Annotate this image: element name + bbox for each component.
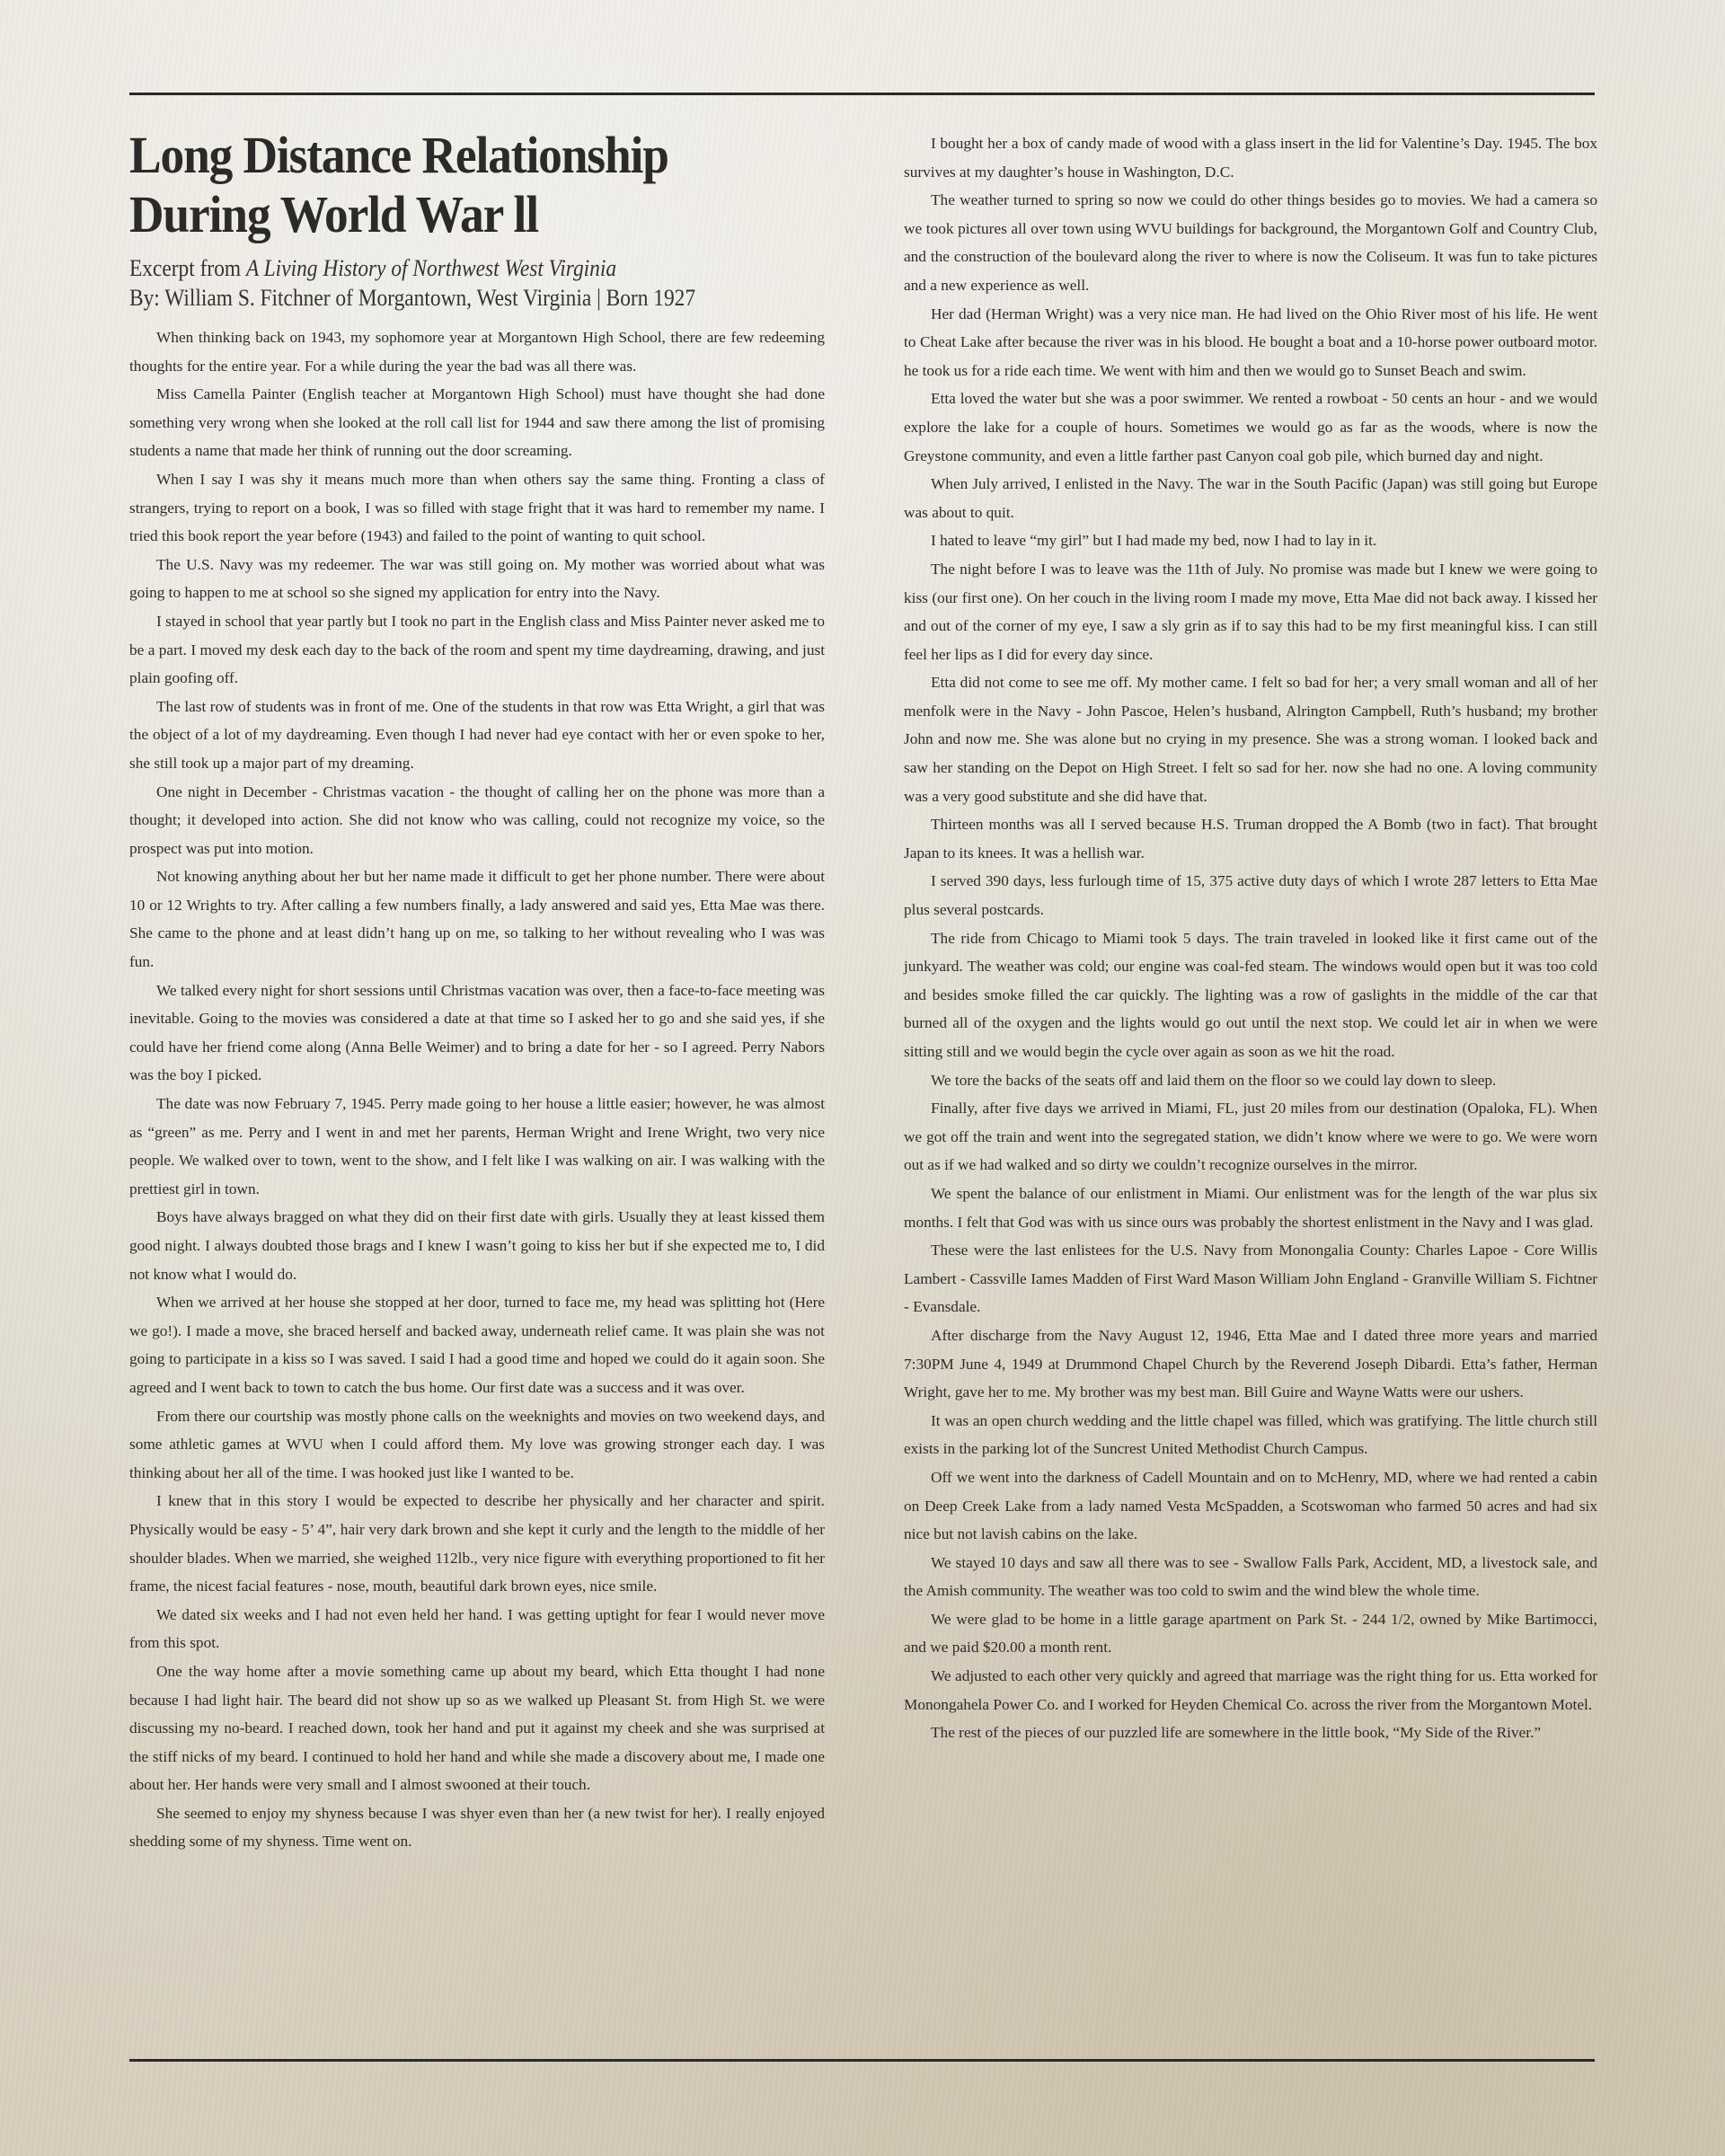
paragraph: The date was now February 7, 1945. Perry made going to her house a little easier; however, he was almost as “green” as me. Perry and I went in and met her parents, Herman Wright and Irene Wright, two very nice people. We walked over to town, went to the show, and I felt like I was walking on air. I was walking with the prettiest girl in town. [129,1095,825,1197]
paragraph: When we arrived at her house she stopped at her door, turned to face me, my head was splitting hot (Here we go!). I made a move, she braced herself and backed away, underneath relief came. It was plain she was not going to participate in a kiss so I was saved. I said I had a good time and hoped we could do it again soon. She agreed and I went back to town to catch the bus home. Our first date was a success and it was over. [129,1294,825,1396]
paragraph: The night before I was to leave was the 11th of July. No promise was made but I knew we were going to kiss (our first one). On her couch in the living room I made my move, Etta Mae did not back away. I kissed her and out of the corner of my eye, I saw a sly grin as if to say this had to be my first meaningful kiss. I can still feel her lips as I did for every day since. [904,560,1597,663]
paragraph: One the way home after a movie something came up about my beard, which Etta thought I had none because I had light hair. The beard did not show up so as we walked up Pleasant St. from High St. we were discussing my no-beard. I reached down, took her hand and put it against my cheek and she was surprised at the stiff nicks of my beard. I continued to hold her hand and while she made a discovery about me, I made one about her. Her hands were very small and I almost swooned at their touch. [129,1662,825,1794]
paragraph: We were glad to be home in a little garage apartment on Park St. - 244 1/2, owned by Mike Bartimocci, and we paid $20.00 a month rent. [904,1610,1597,1657]
paragraph: Not knowing anything about her but her name made it difficult to get her phone number. There were about 10 or 12 Wrights to try. After calling a few numbers finally, a lady answered and said yes, Etta Mae was there. She came to the phone and at least didn’t hang up on me, so talking to her without revealing who I was was fun. [129,868,825,971]
subtitle-book-title: A Living History of Northwest West Virginia [245,255,617,281]
top-rule [129,93,1595,95]
paragraph: Her dad (Herman Wright) was a very nice man. He had lived on the Ohio River most of his life. He went to Cheat Lake after because the river was in his blood. He bought a boat and a 10-horse power outboard motor. he took us for a ride each time. We went with him and then we would go to Sunset Beach and swim. [904,305,1597,379]
title-line-1: Long Distance Relationship [129,126,668,184]
paragraph: These were the last enlistees for the U.S. Navy from Monongalia County: Charles Lapoe - Core Willis Lambert - Cassville Iames Madden of First Ward Mason William John England - Granville William S. Fichtner - Evansdale. [904,1241,1597,1316]
bottom-rule [129,2059,1595,2062]
paragraph: The U.S. Navy was my redeemer. The war was still going on. My mother was worried about what was going to happen to me at school so she signed my application for entry into the Navy. [129,555,825,602]
paragraph: The ride from Chicago to Miami took 5 days. The train traveled in looked like it first came out of the junkyard. The weather was cold; our engine was coal-fed steam. The windows would open but it was too cold and besides smoke filled the car quickly. The lighting was a row of gaslights in the middle of the car that burned all of the oxygen and the lights would go out until the next stop. We could let air in when we were sitting still and we would begin the cycle over again as soon as we hit the road. [904,929,1597,1060]
paragraph: We dated six weeks and I had not even held her hand. I was getting uptight for fear I would never move from this spot. [129,1605,825,1652]
paragraph: When I say I was shy it means much more than when others say the same thing. Fronting a class of strangers, trying to report on a book, I was so filled with stage fright that it was hard to remember my name. I tried this book report the year before (1943) and failed to the point of wanting to quit school. [129,470,825,545]
paragraph: We spent the balance of our enlistment in Miami. Our enlistment was for the length of the war plus six months. I felt that God was with us since ours was probably the shortest enlistment in the Navy and I was glad. [904,1184,1597,1231]
paragraph: One night in December - Christmas vacation - the thought of calling her on the phone was more than a thought; it developed into action. She did not know who was calling, could not recognize my voice, so the prospect was put into motion. [129,782,825,857]
paragraph: It was an open church wedding and the little chapel was filled, which was gratifying. The little church still exists in the parking lot of the Suncrest United Methodist Church Campus. [904,1411,1597,1458]
paragraph: The weather turned to spring so now we could do other things besides go to movies. We had a camera so we took pictures all over town using WVU buildings for background, the Morgantown Golf and Country Club, and the construction of the boulevard along the river to where is now the Coliseum. It was fun to take pictures and a new experience as well. [904,191,1597,294]
paragraph: She seemed to enjoy my shyness because I was shyer even than her (a new twist for her). I really enjoyed shedding some of my shyness. Time went on. [129,1804,825,1851]
paragraph: The rest of the pieces of our puzzled life are somewhere in the little book, “My Side of the River.” [931,1724,1542,1742]
article-subtitle [129,253,756,283]
left-column [129,126,825,1856]
paragraph: Etta loved the water but she was a poor swimmer. We rented a rowboat - 50 cents an hour - and we would explore the lake for a couple of hours. Sometimes we would go as far as the woods, where is now the Greystone community, and even a little farther past Canyon coal gob pile, which burned day and night. [904,390,1597,464]
right-column [904,129,1597,1747]
paragraph: I knew that in this story I would be expected to describe her physically and her character and spirit. Physically would be easy - 5’ 4”, hair very dark brown and she kept it curly and the length to the middle of her shoulder blades. When we married, she weighed 112lb., very nice figure with everything proportioned to fit her frame, the nicest facial features - nose, mouth, beautiful dark brown eyes, nice smile. [129,1492,825,1595]
paragraph: After discharge from the Navy August 12, 1946, Etta Mae and I dated three more years and married 7:30PM June 4, 1949 at Drummond Chapel Church by the Reverend Joseph Dibardi. Etta’s father, Herman Wright, gave her to me. My brother was my best man. Bill Guire and Wayne Watts were our ushers. [904,1326,1597,1401]
subtitle-prefix: Excerpt from [129,255,246,281]
paragraph: We talked every night for short sessions until Christmas vacation was over, then a face-to-face meeting was inevitable. Going to the movies was considered a date at that time so I asked her to go and she said yes, if she could have her friend come along (Anna Belle Weimer) and to bring a date for her - so I agreed. Perry Nabors was the boy I picked. [129,981,825,1084]
paragraph: When July arrived, I enlisted in the Navy. The war in the South Pacific (Japan) was still going but Europe was about to quit. [904,475,1597,521]
paragraph: From there our courtship was mostly phone calls on the weeknights and movies on two weekend days, and some athletic games at WVU when I could afford them. My love was growing stronger each day. I was thinking about her all of the time. I was hooked just like I wanted to be. [129,1407,825,1481]
paragraph: Boys have always bragged on what they did on their first date with girls. Usually they at least kissed them good night. I always doubted those brags and I knew I wasn’t going to kiss her but if she expected me to, I did not know what I would do. [129,1208,825,1283]
article-byline: By: William S. Fitchner of Morgantown, West Virginia | Born 1927 [129,285,696,311]
paragraph: We tore the backs of the seats off and laid them on the floor so we could lay down to sleep. [931,1071,1497,1089]
title-line-2: During World War ll [129,185,538,243]
paragraph: Etta did not come to see me off. My mother came. I felt so bad for her; a very small woman and all of her menfolk were in the Navy - John Pascoe, Helen’s husband, Alrington Campbell, Ruth’s husband; my brother John and now me. She was alone but no crying in my presence. She was a strong woman. I looked back and saw her standing on the Depot on High Street. I felt so sad for her. now she had no one. A loving community was a very good substitute and she did have that. [904,674,1597,805]
paragraph: We stayed 10 days and saw all there was to see - Swallow Falls Park, Accident, MD, a livestock sale, and the Amish community. The weather was too cold to swim and the wind blew the whole time. [904,1553,1597,1600]
paragraph: I bought her a box of candy made of wood with a glass insert in the lid for Valentine’s Day. 1945. The box survives at my daughter’s house in Washington, D.C. [904,135,1597,181]
paragraph: The last row of students was in front of me. One of the students in that row was Etta Wright, a girl that was the object of a lot of my daydreaming. Even though I had never had eye contact with her or even spoke to her, she still took up a major part of my dreaming. [129,697,825,772]
paragraph: We adjusted to each other very quickly and agreed that marriage was the right thing for us. Etta worked for Monongahela Power Co. and I worked for Heyden Chemical Co. across the river from the Morgantown Motel. [904,1667,1597,1713]
paragraph: Off we went into the darkness of Cadell Mountain and on to McHenry, MD, where we had rented a cabin on Deep Creek Lake from a lady named Vesta McSpadden, a Scotswoman who farmed 50 acres and had six nice but not lavish cabins on the lake. [904,1468,1597,1543]
paragraph: Thirteen months was all I served because H.S. Truman dropped the A Bomb (two in fact). That brought Japan to its knees. It was a hellish war. [904,816,1597,862]
article-title [129,126,769,244]
paragraph: Finally, after five days we arrived in Miami, FL, just 20 miles from our destination (Opaloka, FL). When we got off the train and went into the segregated station, we didn’t know where we were to go. We were worn out as if we had walked and so dirty we couldn’t recognize ourselves in the mirror. [904,1100,1597,1174]
paragraph: I stayed in school that year partly but I took no part in the English class and Miss Painter never asked me to be a part. I moved my desk each day to the back of the room and spent my time daydreaming, drawing, and just plain goofing off. [129,612,825,687]
paragraph: I served 390 days, less furlough time of 15, 375 active duty days of which I wrote 287 letters to Etta Mae plus several postcards. [904,872,1597,919]
paragraph: Miss Camella Painter (English teacher at Morgantown High School) must have thought she had done something very wrong when she looked at the roll call list for 1944 and saw there among the list of promising students a name that made her think of running out the door screaming. [129,385,825,460]
paragraph: When thinking back on 1943, my sophomore year at Morgantown High School, there are few redeeming thoughts for the entire year. For a while during the year the bad was all there was. [129,329,825,375]
paragraph: I hated to leave “my girl” but I had made my bed, now I had to lay in it. [931,532,1377,550]
